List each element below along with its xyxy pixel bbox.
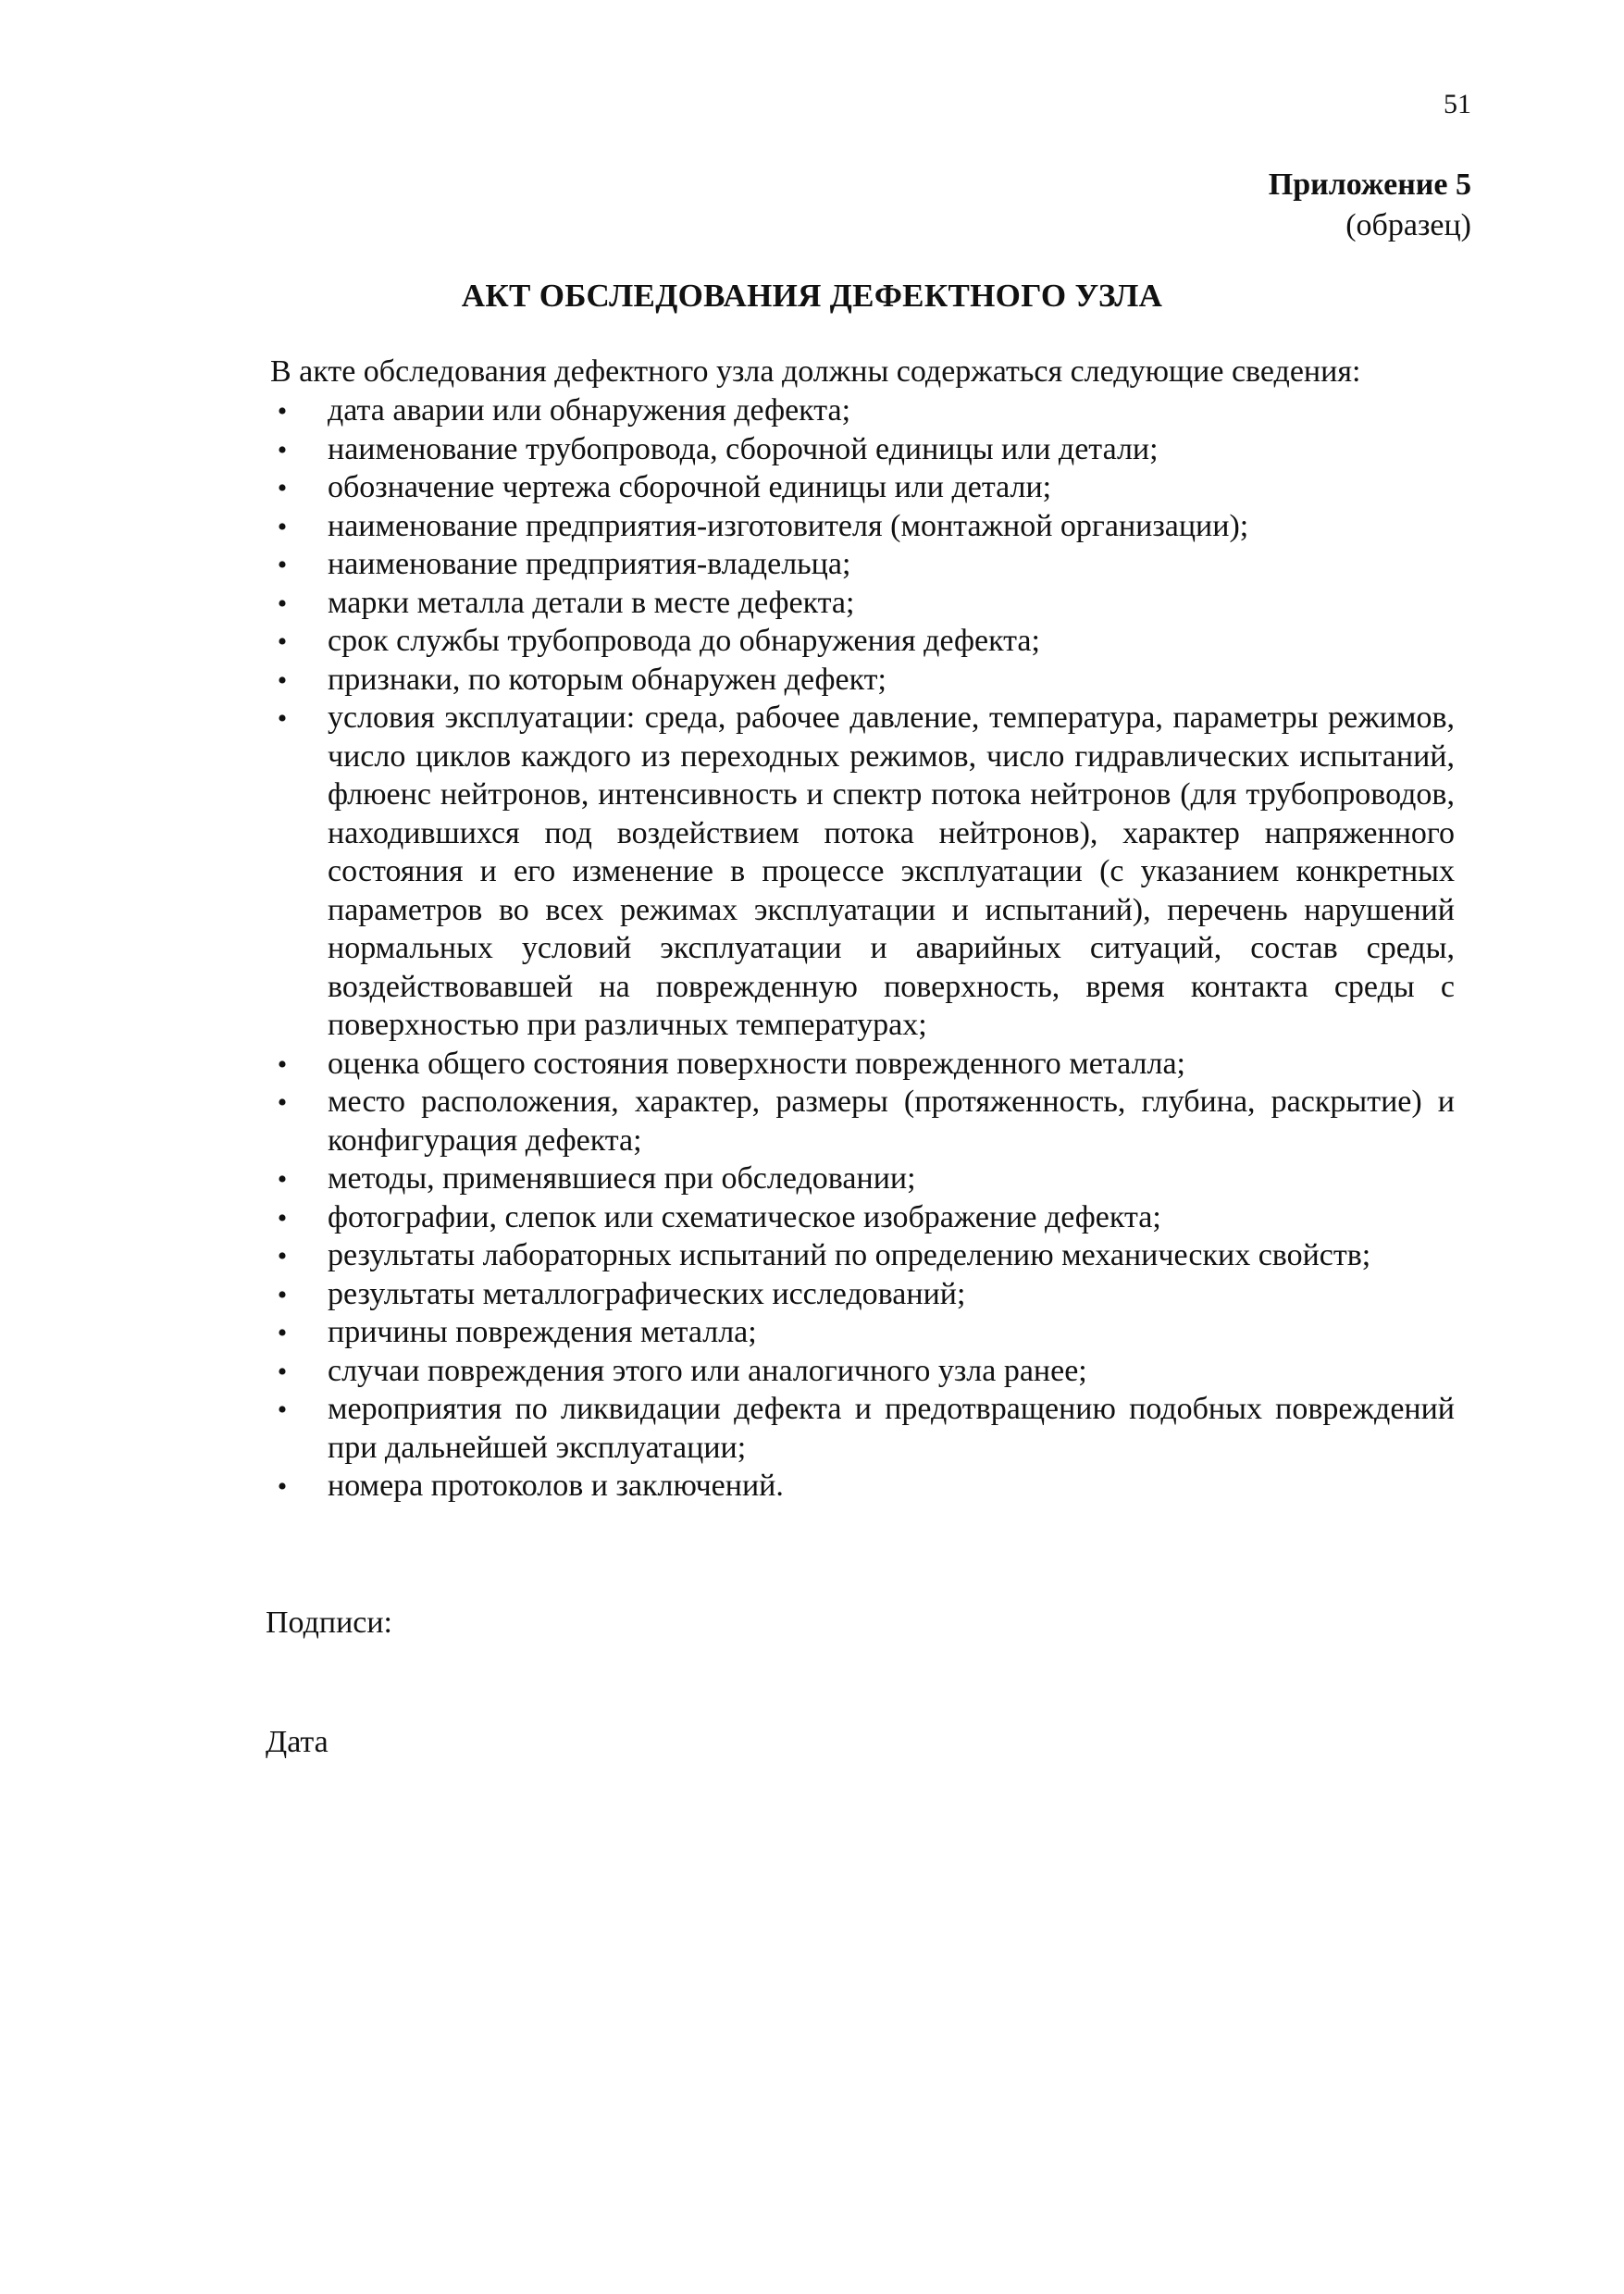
list-item-text: методы, применявшиеся при обследовании; [328,1161,916,1196]
list-item [267,1045,1455,1084]
signatures-label: Подписи: [266,1606,392,1640]
list-item [267,1313,1455,1352]
bullet-icon [274,699,291,738]
date-label: Дата [266,1725,329,1759]
list-item [267,1083,1455,1159]
list-item-text: признаки, по которым обнаружен дефект; [328,662,886,697]
list-item [267,1467,1455,1506]
appendix-subtitle: (образец) [1345,208,1471,242]
list-item [267,661,1455,700]
bullet-icon [274,622,291,662]
bullet-icon [274,1313,291,1353]
list-item-text: оценка общего состояния поверхности поврежденного металла; [328,1046,1185,1081]
bullet-icon [274,1236,291,1276]
bullet-icon [274,1198,291,1238]
list-item [267,1159,1455,1198]
bullet-icon [274,391,291,431]
bullet-icon [274,507,291,547]
list-item-text: мероприятия по ликвидации дефекта и предотвращению подобных повреждений при дальнейшей эксплуатации; [328,1392,1455,1465]
list-item-text: случаи повреждения этого или аналогичного узла ранее; [328,1353,1087,1388]
list-item [267,622,1455,661]
appendix-title: Приложение 5 [1268,167,1471,202]
bullet-icon [274,1352,291,1392]
bullet-icon [274,545,291,585]
bullet-icon [274,430,291,470]
list-item-text: номера протоколов и заключений. [328,1469,784,1503]
list-item-text: причины повреждения металла; [328,1315,757,1349]
list-item [267,584,1455,623]
list-item-text: фотографии, слепок или схематическое изображение дефекта; [328,1199,1161,1234]
bullet-icon [274,468,291,508]
bullet-icon [274,1467,291,1507]
list-item [267,1352,1455,1391]
list-item [267,391,1455,430]
list-item [267,545,1455,584]
requirements-list [267,391,1455,1506]
list-item-text: наименование предприятия-владельца; [328,547,851,581]
list-item [267,1390,1455,1467]
bullet-icon [274,1159,291,1199]
list-item-text: результаты металлографических исследований; [328,1276,966,1311]
bullet-icon [274,661,291,701]
list-item-text: срок службы трубопровода до обнаружения дефекта; [328,624,1040,658]
page-number: 51 [1444,89,1471,119]
list-item-text: дата аварии или обнаружения дефекта; [328,393,851,428]
list-item [267,430,1455,469]
list-item-text: наименование трубопровода, сборочной единицы или детали; [328,431,1159,466]
list-item-text: место расположения, характер, размеры (протяженность, глубина, раскрытие) и конфигурация дефекта; [328,1085,1455,1158]
bullet-icon [274,1045,291,1085]
bullet-icon [274,1083,291,1122]
bullet-icon [274,1390,291,1430]
intro-paragraph: В акте обследования дефектного узла должны содержаться следующие сведения: [270,354,1361,389]
list-item [267,1275,1455,1314]
list-item-text: обозначение чертежа сборочной единицы или детали; [328,470,1052,504]
list-item [267,1198,1455,1237]
document-title: АКТ ОБСЛЕДОВАНИЯ ДЕФЕКТНОГО УЗЛА [461,278,1163,314]
list-item-text: наименование предприятия-изготовителя (монтажной организации); [328,508,1249,543]
appendix-heading [1269,165,1471,246]
list-item-text: условия эксплуатации: среда, рабочее давление, температура, параметры режимов, число циклов каждого из переходных режимов, число гидравлических испытаний, флюенс нейтронов, интенсивность и спектр потока нейтронов (для трубопроводов, находившихся под воздействием потока нейтронов), характер напряженного состояния и его изменение в процессе эксплуатации (с указанием конкретных параметров во всех режимах эксплуатации и испытаний), перечень нарушений нормальных условий эксплуатации и аварийных ситуаций, состав среды, воздействовавшей на поврежденную поверхность, время контакта среды с поверхностью при различных температурах; [328,701,1455,1042]
list-item [267,699,1455,1045]
bullet-icon [274,584,291,624]
list-item-text: марки металла детали в месте дефекта; [328,585,855,620]
list-item-text: результаты лабораторных испытаний по определению механических свойств; [328,1238,1371,1272]
list-item [267,1236,1455,1275]
list-item [267,507,1455,546]
list-item [267,468,1455,507]
bullet-icon [274,1275,291,1315]
